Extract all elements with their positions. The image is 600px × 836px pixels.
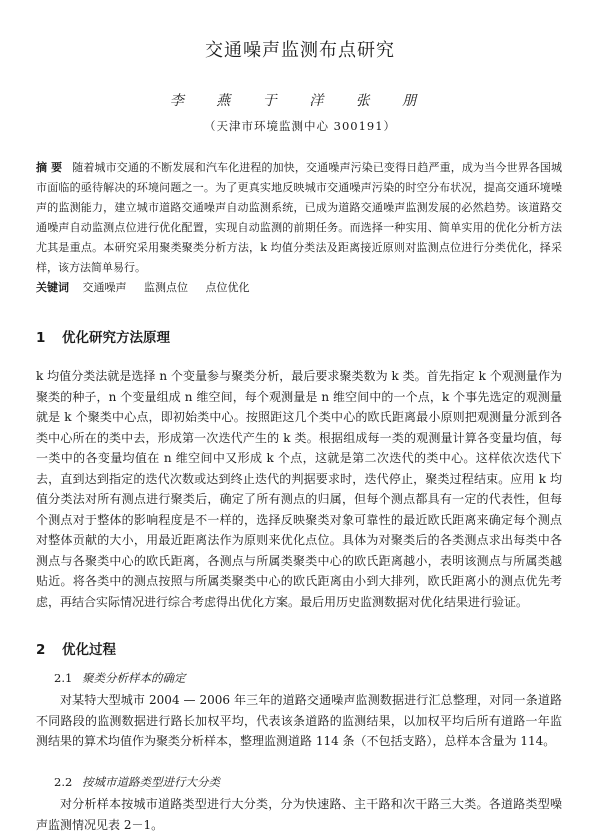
section-title: 优化研究方法原理 [62, 330, 170, 346]
abstract-label: 摘 要 [36, 161, 63, 174]
section-2-heading [36, 638, 116, 658]
abstract [36, 158, 562, 278]
keyword: 交通噪声 [82, 281, 127, 294]
keyword: 监测点位 [144, 281, 188, 294]
section-number: 1 [36, 330, 46, 346]
section-1-body: k 均值分类法就是选择 n 个变量参与聚类分析，最后要求聚类数为 k 类。首先指定 k 个观测量作为聚类的种子，n 个变量组成 n 维空间，每个观测量是 n 维空间中的一个点，k 个事先选定的观测量就是 k 个聚类中心点，即初始类中心。按照距这几个类中心的欧氏距离最小原则把观测量分派到各类中心所在的类中去，形成第一次迭代产生的 k 类。根据组成每一类的观测量计算各变量均值，每一类中的各变量均值在 n 维空间中又形成 k 个点，这就是第二次迭代的类中心。这样依次迭代下去，直到达到指定的迭代次数或达到终止迭代的判据要求时，迭代停止，聚类过程结束。应用 k 均值分类法对所有测点进行聚类后，确定了所有测点的归属，但每个测点都具有一定的代表性，但每个测点对于整体的影响程度是不一样的，选择反映聚类对象可靠性的最近欧氏距离来确定每个测点对整体贡献的大小，用最近距离法作为原则来优化点位。具体为对聚类后的各类测点求出每类中各测点与各聚类中心的欧氏距离，各测点与所属类聚类中心的欧氏距离越小，表明该测点与所属类越贴近。将各类中的测点按照与所属类聚类中心的欧氏距离由小到大排列，欧氏距离小的测点优先考虑，再结合实际情况进行综合考虑得出优化方案。最后用历史监测数据对优化结果进行验证。 [36, 369, 562, 609]
keyword: 点位优化 [205, 281, 250, 294]
subsection-2-2-heading [54, 774, 220, 790]
subsection-title: 聚类分析样本的确定 [82, 671, 186, 685]
subsection-number: 2.2 [54, 775, 73, 789]
keywords-label: 关键词 [36, 281, 69, 294]
keywords [36, 278, 562, 298]
subsection-number: 2.1 [54, 671, 73, 685]
authors: 李 燕 于 洋 张 朋 [169, 93, 431, 109]
section-1-heading [36, 326, 170, 346]
subsection-2-1-heading [54, 670, 186, 686]
abstract-text: 随着城市交通的不断发展和汽车化进程的加快，交通噪声污染已变得日趋严重，成为当今世界各国城市面临的亟待解决的环境问题之一。为了更真实地反映城市交通噪声污染的时空分布状况，提高交通环境噪声的监测能力，建立城市道路交通噪声自动监测系统，已成为道路交通噪声监测发展的必然趋势。该道路交通噪声自动监测点位进行优化配置，实现自动监测的前期任务。而选择一种实用、简单实用的优化分析方法尤其是重点。本研究采用聚类聚类分析方法，k 均值分类法及距离接近原则对监测点位进行分类优化，择采样，该方法简单易行。 [36, 161, 562, 274]
section-title: 优化过程 [62, 642, 116, 658]
subsection-2-1-body: 对某特大型城市 2004 — 2006 年三年的道路交通噪声监测数据进行汇总整理，对同一条道路不同路段的监测数据进行路长加权平均，代表该条道路的监测结果，以加权平均后所有道路一年监测结果的算术均值作为聚类分析样本，整理监测道路 114 条（不包括支路），总样本含量为 114。 [36, 693, 562, 748]
section-number: 2 [36, 642, 46, 658]
subsection-title: 按城市道路类型进行大分类 [82, 775, 220, 789]
paper-title: 交通噪声监测布点研究 [205, 40, 395, 61]
subsection-2-2-body: 对分析样本按城市道路类型进行大分类，分为快速路、主干路和次干路三大类。各道路类型噪声监测情况见表 2－1。 [36, 797, 562, 832]
affiliation: （天津市环境监测中心 300191） [203, 119, 397, 133]
